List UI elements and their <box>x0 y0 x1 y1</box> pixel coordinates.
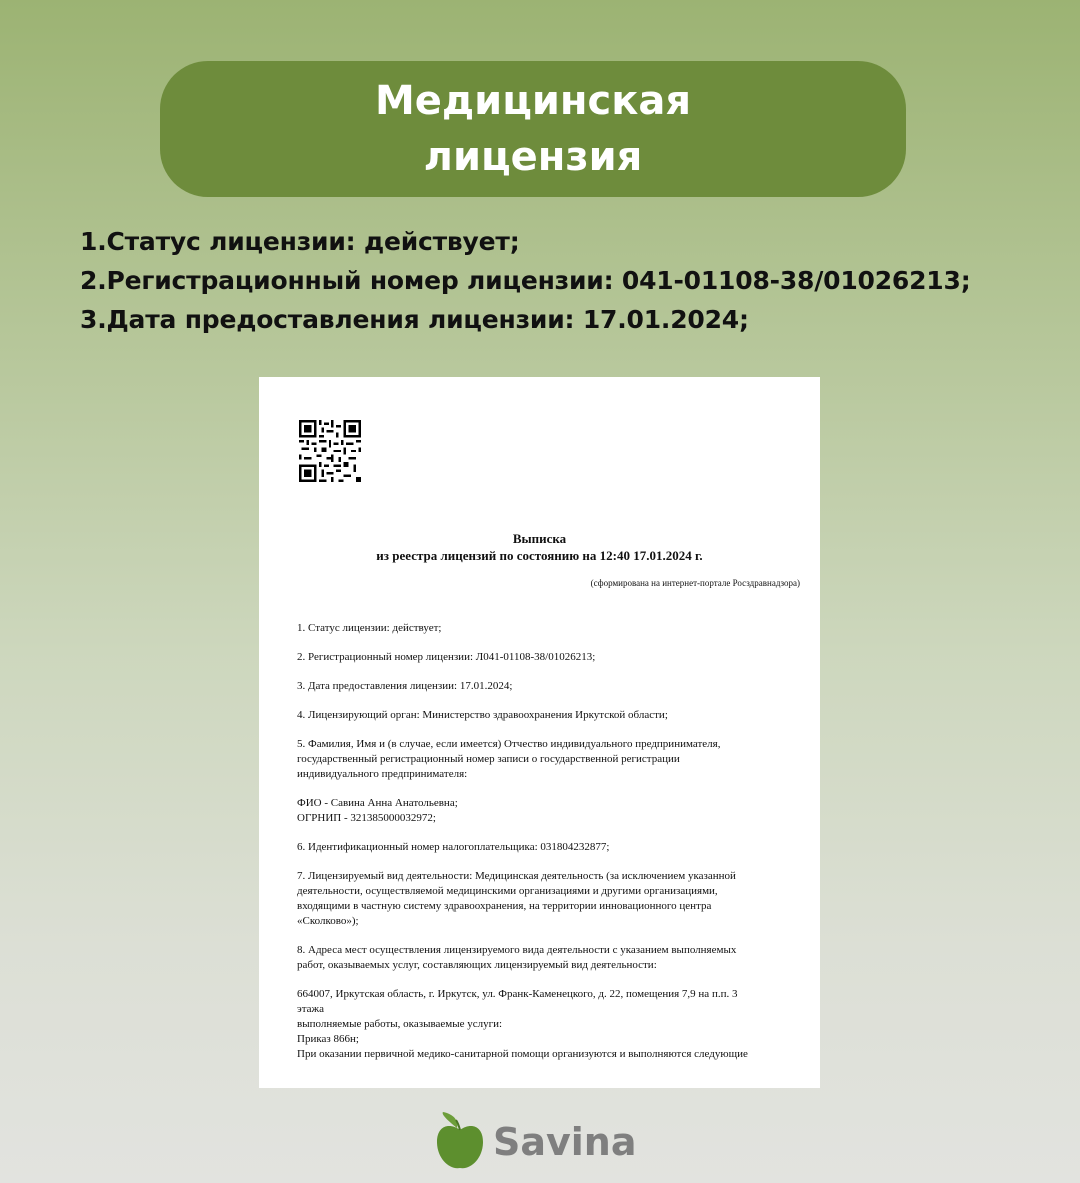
banner-title-line-1: Медицинская <box>374 78 692 124</box>
document-subtitle: из реестра лицензий по состоянию на 12:40 17.01.2024 г. <box>376 548 703 563</box>
fact-issue-date: 3.Дата предоставления лицензии: 17.01.2024; <box>80 305 749 334</box>
fact-status: 1.Статус лицензии: действует; <box>80 227 520 256</box>
document-body <box>297 621 817 1062</box>
fact-registration-number: 2.Регистрационный номер лицензии: 041-01108-38/01026213; <box>80 266 971 295</box>
doc-item-activity-type: 7. Лицензируемый вид деятельности: Медицинская деятельность (за исключением указанной деятельности, осуществляемой медицинскими организациями и другими организациями, входящими в частную систему здравоохранения, на территории инновационного центра «Сколково»); <box>297 870 736 927</box>
qr-code-icon <box>299 420 361 482</box>
license-facts-list <box>80 222 971 339</box>
doc-item-status: 1. Статус лицензии: действует; <box>297 622 442 634</box>
doc-item-registration-number: 2. Регистрационный номер лицензии: Л041-01108-38/01026213; <box>297 651 596 663</box>
doc-item-issue-date: 3. Дата предоставления лицензии: 17.01.2024; <box>297 680 513 692</box>
doc-item-entrepreneur-name-heading: 5. Фамилия, Имя и (в случае, если имеется) Отчество индивидуального предпринимателя, государственный регистрационный номер записи о государственной регистрации индивидуального предпринимателя: <box>297 738 721 780</box>
document-source-note: (сформирована на интернет-портале Росздравнадзора) <box>590 578 800 588</box>
doc-item-entrepreneur-details: ФИО - Савина Анна Анатольевна; ОГРНИП - 321385000032972; <box>297 797 458 824</box>
doc-item-inn: 6. Идентификационный номер налогоплательщика: 031804232877; <box>297 841 610 853</box>
doc-item-address-details: 664007, Иркутская область, г. Иркутск, ул. Франк-Каменецкого, д. 22, помещения 7,9 на п.п. 3 этажа выполняемые работы, оказываемые услуги: Приказ 866н; При оказании первичной медико-санитарной помощи организуются и выполняются следующие <box>297 988 748 1060</box>
license-extract-document <box>259 377 820 1088</box>
banner-title-line-2: лицензия <box>423 134 643 180</box>
savina-logo <box>435 1110 637 1174</box>
apple-icon <box>435 1112 485 1172</box>
title-banner <box>160 61 906 197</box>
logo-text: Savina <box>493 1120 637 1164</box>
document-title: Выписка <box>512 531 567 546</box>
doc-item-licensing-authority: 4. Лицензирующий орган: Министерство здравоохранения Иркутской области; <box>297 709 668 721</box>
doc-item-addresses-heading: 8. Адреса мест осуществления лицензируемого вида деятельности с указанием выполняемых работ, оказываемых услуг, составляющих лицензируемый вид деятельности: <box>297 944 737 971</box>
